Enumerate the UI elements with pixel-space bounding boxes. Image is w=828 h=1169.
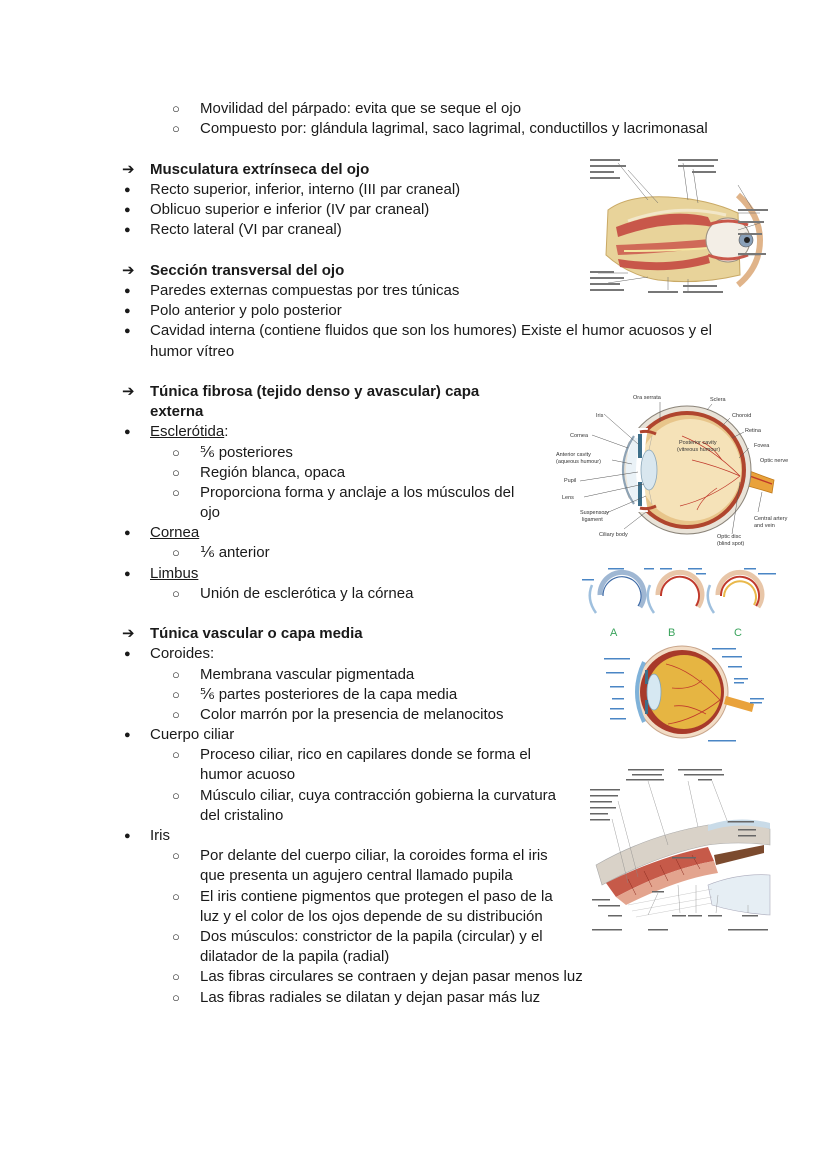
label-suspensory: Suspensory: [580, 510, 610, 516]
ciliary-body-detail-figure: [588, 765, 772, 945]
text-line: Músculo ciliar, cuya contracción gobierna la curvatura: [200, 787, 557, 804]
text-line: Proceso ciliar, rico en capilares donde se forma el: [200, 746, 531, 763]
circle-bullet-icon: ○: [172, 788, 180, 803]
circle-bullet-icon: ○: [172, 687, 180, 702]
text-line: dilatador de la papila (radial): [200, 948, 390, 965]
arrow-bullet-icon: ➔: [122, 262, 135, 279]
text-line: Iris: [150, 827, 170, 844]
text-line: Dos músculos: constrictor de la papila (circular) y el: [200, 928, 543, 945]
circle-bullet-icon: ○: [172, 969, 180, 984]
dot-bullet-icon: ●: [124, 224, 131, 236]
vascular-tunic-figure: [582, 640, 782, 746]
text-line: El iris contiene pigmentos que protegen el paso de la: [200, 888, 553, 905]
text-line: Las fibras circulares se contraen y dejan pasar menos luz: [200, 968, 583, 985]
dot-bullet-icon: ●: [124, 426, 131, 438]
text-line: Por delante del cuerpo ciliar, la coroides forma el iris: [200, 847, 548, 864]
label-posterior-cavity-detail: (vitreous humour): [677, 447, 721, 453]
label-b: B: [668, 627, 676, 639]
circle-bullet-icon: ○: [172, 465, 180, 480]
dot-bullet-icon: ●: [124, 568, 131, 580]
eye-cross-section-figure: [552, 388, 802, 553]
text-line: del cristalino: [200, 807, 284, 824]
circle-bullet-icon: ○: [172, 848, 180, 863]
text-line: Membrana vascular pigmentada: [200, 666, 415, 683]
label-pupil: Pupil: [564, 478, 577, 484]
section-heading: externa: [150, 403, 204, 420]
circle-bullet-icon: ○: [172, 485, 180, 500]
circle-bullet-icon: ○: [172, 101, 180, 116]
colon: :: [224, 423, 229, 440]
label-c: C: [734, 627, 742, 639]
text-line: Región blanca, opaca: [200, 464, 346, 481]
circle-bullet-icon: ○: [172, 121, 180, 136]
text-line: Compuesto por: glándula lagrimal, saco lagrimal, conductillos y lacrimonasal: [200, 120, 708, 137]
text-line: Oblicuo superior e inferior (IV par craneal): [150, 201, 430, 218]
text-line: Polo anterior y polo posterior: [150, 302, 342, 319]
label-retina: Retina: [745, 428, 761, 434]
underlined-term: Limbus: [150, 565, 199, 582]
label-optic-disc: Optic disc: [717, 534, 742, 540]
dot-bullet-icon: ●: [124, 648, 131, 660]
circle-bullet-icon: ○: [172, 667, 180, 682]
arrow-bullet-icon: ➔: [122, 383, 135, 400]
text-line: Color marrón por la presencia de melanocitos: [200, 706, 504, 723]
eye-layers-abc-figure: [578, 565, 782, 639]
text-line: Recto lateral (VI par craneal): [150, 221, 342, 238]
dot-bullet-icon: ●: [124, 285, 131, 297]
arrow-bullet-icon: ➔: [122, 161, 135, 178]
dot-bullet-icon: ●: [124, 184, 131, 196]
label-optic-nerve: Optic nerve: [760, 458, 789, 464]
text-line: [150, 422, 228, 442]
text-line: Cavidad interna (contiene fluidos que son los humores) Existe el humor acuosos y el: [150, 322, 712, 339]
circle-bullet-icon: ○: [172, 889, 180, 904]
text-line: que presenta un agujero central llamado pupila: [200, 867, 513, 884]
circle-bullet-icon: ○: [172, 990, 180, 1005]
text-line: Las fibras radiales se dilatan y dejan pasar más luz: [200, 989, 541, 1006]
dot-bullet-icon: ●: [124, 305, 131, 317]
text-line: ⅙ anterior: [200, 544, 270, 561]
label-central-artery-vein: and vein: [754, 523, 775, 529]
label-suspensory-ligament: ligament: [582, 517, 603, 523]
text-line: Unión de esclerótica y la córnea: [200, 585, 414, 602]
label-anterior-cavity: Anterior cavity: [556, 452, 591, 458]
label-iris: Iris: [596, 413, 604, 419]
extrinsic-muscles-figure: [588, 155, 770, 300]
dot-bullet-icon: ●: [124, 830, 131, 842]
circle-bullet-icon: ○: [172, 929, 180, 944]
text-line: Recto superior, inferior, interno (III par craneal): [150, 181, 461, 198]
text-line: ⅚ posteriores: [200, 444, 293, 461]
dot-bullet-icon: ●: [124, 729, 131, 741]
text-line: Paredes externas compuestas por tres túnicas: [150, 282, 460, 299]
text-line: Proporciona forma y anclaje a los músculos del: [200, 484, 515, 501]
text-line: ⅚ partes posteriores de la capa media: [200, 686, 458, 703]
label-sclera: Sclera: [710, 397, 726, 403]
section-heading: Túnica vascular o capa media: [150, 625, 363, 642]
dot-bullet-icon: ●: [124, 204, 131, 216]
section-heading: Sección transversal del ojo: [150, 262, 345, 279]
text-line: humor vítreo: [150, 343, 235, 360]
dot-bullet-icon: ●: [124, 527, 131, 539]
circle-bullet-icon: ○: [172, 445, 180, 460]
circle-bullet-icon: ○: [172, 545, 180, 560]
label-choroid: Choroid: [732, 413, 752, 419]
text-line: ojo: [200, 504, 221, 521]
text-line: humor acuoso: [200, 766, 296, 783]
circle-bullet-icon: ○: [172, 747, 180, 762]
label-posterior-cavity: Posterior cavity: [679, 440, 717, 446]
label-lens: Lens: [562, 495, 574, 501]
section-heading: Musculatura extrínseca del ojo: [150, 161, 370, 178]
label-cornea: Cornea: [570, 433, 589, 439]
label-optic-disc-detail: (blind spot): [717, 541, 745, 547]
underlined-term: Cornea: [150, 524, 200, 541]
label-ora-serrata: Ora serrata: [633, 395, 661, 401]
section-heading: Túnica fibrosa (tejido denso y avascular) capa: [150, 383, 480, 400]
arrow-bullet-icon: ➔: [122, 625, 135, 642]
underlined-term: Esclerótida: [150, 423, 225, 440]
label-anterior-cavity-detail: (aqueous humour): [556, 459, 601, 465]
text-line: luz y el color de los ojos depende de su distribución: [200, 908, 543, 925]
label-a: A: [610, 627, 618, 639]
text-line: Cuerpo ciliar: [150, 726, 235, 743]
text-line: Movilidad del párpado: evita que se seque el ojo: [200, 100, 522, 117]
label-fovea: Fovea: [754, 443, 770, 449]
label-central-artery: Central artery: [754, 516, 788, 522]
label-ciliary-body: Ciliary body: [599, 532, 628, 538]
circle-bullet-icon: ○: [172, 707, 180, 722]
circle-bullet-icon: ○: [172, 586, 180, 601]
text-line: Coroides:: [150, 645, 215, 662]
dot-bullet-icon: ●: [124, 325, 131, 337]
